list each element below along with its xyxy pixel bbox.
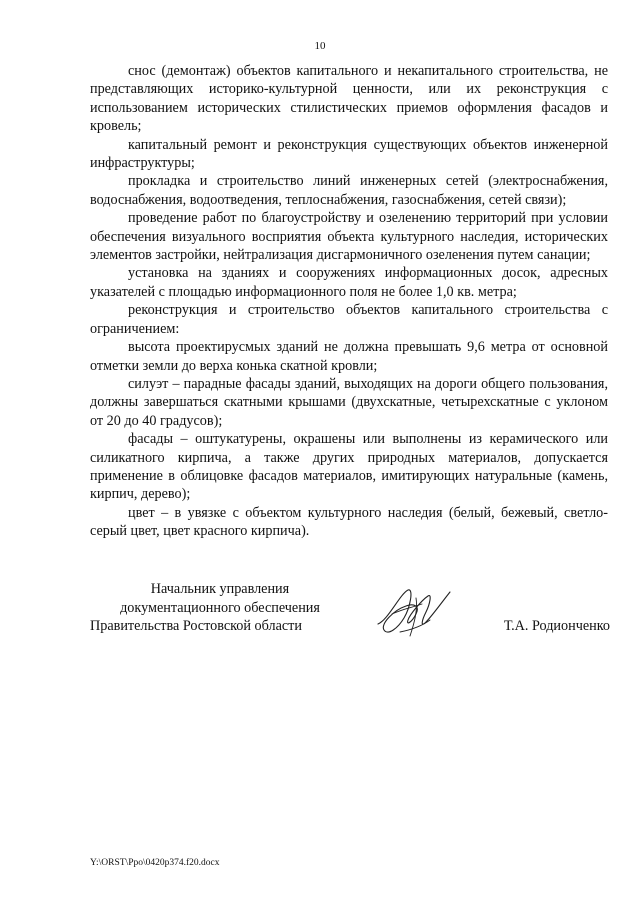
paragraph-construction-limits: реконструкция и строительство объектов капитального строительства с ограничением: <box>90 302 608 337</box>
paragraph-silhouette: силуэт – парадные фасады зданий, выходящих на дороги общего пользования, должны завершаться скатными крышами (двухскатные, четырехскатные с уклоном от 20 до 40 градусов); <box>90 375 608 429</box>
signatory-name: Т.А. Родионченко <box>503 618 610 634</box>
paragraph-utility-lines: прокладка и строительство линий инженерных сетей (электроснабжения, водоснабжения, водоотведения, теплоснабжения, газоснабжения, сетей связи); <box>90 173 608 208</box>
signatory-title-line-2: документационного обеспечения <box>120 599 320 616</box>
paragraph-capital-repair: капитальный ремонт и реконструкция существующих объектов инженерной инфраструктуры; <box>90 136 608 172</box>
paragraph-demolition: снос (демонтаж) объектов капитального и некапитального строительства, не представляющих историко-культурной ценности, или их реконструкция с использованием исторических стилистических приемов оформления фасадов и кровель; <box>90 63 608 135</box>
paragraph-info-boards: установка на зданиях и сооружениях информационных досок, адресных указателей с площадью информационного поля не более 1,0 кв. метра; <box>90 265 608 300</box>
signatory-title <box>90 580 350 636</box>
signatory-title-line-3: Правительства Ростовской области <box>90 618 302 634</box>
page-number: 10 <box>314 40 326 52</box>
signature-block <box>90 580 610 650</box>
handwritten-signature-icon <box>370 580 460 644</box>
file-path-footer: Y:\ORST\Ppo\0420p374.f20.docx <box>90 858 220 868</box>
paragraph-height-limit: высота проектирусмых зданий не должна превышать 9,6 метра от основной отметки земли до верха конька скатной кровли; <box>90 339 608 374</box>
document-body <box>90 62 608 541</box>
signatory-title-line-1: Начальник управления <box>150 581 290 597</box>
paragraph-landscaping: проведение работ по благоустройству и озеленению территорий при условии обеспечения визуального восприятия объекта культурного наследия, исторических элементов застройки, нейтрализация дисгармоничного озеленения путем санации; <box>90 210 608 264</box>
paragraph-color: цвет – в увязке с объектом культурного наследия (белый, бежевый, светло-серый цвет, цвет красного кирпича). <box>90 504 608 540</box>
paragraph-facades: фасады – оштукатурены, окрашены или выполнены из керамического или силикатного кирпича, а также других природных материалов, допускается применение в облицовке фасадов материалов, имитирующих натуральные (камень, кирпич, дерево); <box>90 431 608 503</box>
